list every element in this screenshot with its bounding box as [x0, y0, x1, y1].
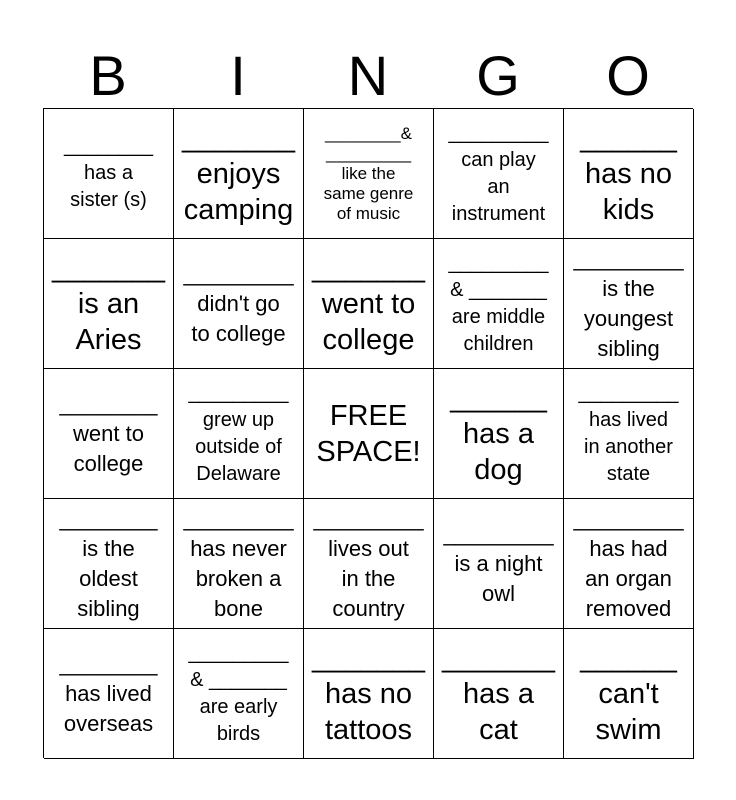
- cell-text: _________ is a night owl: [443, 520, 554, 606]
- bingo-cell[interactable]: [564, 629, 694, 759]
- cell-text: _________ can play an instrument: [448, 121, 549, 225]
- bingo-grid: [43, 108, 693, 758]
- free-space-cell[interactable]: [304, 369, 434, 499]
- cell-text: _______ has no tattoos: [312, 641, 425, 746]
- bingo-cell[interactable]: [434, 239, 564, 369]
- cell-text: _________ has had an organ removed: [573, 505, 684, 621]
- cell-text: _________ has lived in another state: [578, 381, 679, 485]
- bingo-cell[interactable]: [174, 369, 304, 499]
- bingo-cell[interactable]: [564, 369, 694, 499]
- bingo-cell[interactable]: [434, 109, 564, 239]
- bingo-cell[interactable]: [44, 239, 174, 369]
- bingo-cell[interactable]: [304, 499, 434, 629]
- bingo-cell[interactable]: [564, 499, 694, 629]
- bingo-cell[interactable]: [44, 369, 174, 499]
- bingo-header: [43, 44, 693, 108]
- header-letter-g: G: [476, 44, 520, 107]
- bingo-cell[interactable]: [434, 369, 564, 499]
- header-letter-b: B: [89, 44, 127, 107]
- bingo-cell[interactable]: [564, 109, 694, 239]
- cell-text: _________ didn't go to college: [183, 260, 294, 346]
- bingo-cell[interactable]: [44, 109, 174, 239]
- cell-text: _________ has never broken a bone: [183, 505, 294, 621]
- bingo-cell[interactable]: [44, 629, 174, 759]
- bingo-cell[interactable]: [174, 239, 304, 369]
- cell-text: ________ has lived overseas: [59, 650, 158, 736]
- bingo-cell[interactable]: [434, 499, 564, 629]
- cell-text: _________ lives out in the country: [313, 505, 424, 621]
- header-letter-i: I: [230, 44, 246, 107]
- cell-text: _________ grew up outside of Delaware: [188, 381, 289, 485]
- cell-text: ________& _________ like the same genre of music: [323, 123, 414, 223]
- cell-text: ______ can't swim: [580, 641, 677, 746]
- cell-text: ________ is the oldest sibling: [59, 505, 158, 621]
- bingo-cell[interactable]: [174, 499, 304, 629]
- cell-text: _______ enjoys camping: [182, 121, 295, 226]
- bingo-cell[interactable]: [434, 629, 564, 759]
- cell-text: _______ is an Aries: [52, 251, 165, 356]
- cell-text: _______ has a cat: [442, 641, 555, 746]
- cell-text: ________ went to college: [59, 390, 158, 476]
- bingo-cell[interactable]: [304, 629, 434, 759]
- free-space-text: FREE SPACE!: [316, 399, 421, 468]
- cell-text: ________ has a sister (s): [64, 135, 153, 211]
- bingo-cell[interactable]: [44, 499, 174, 629]
- cell-text: _________ & _______ are middle children: [448, 251, 549, 355]
- cell-text: ______ has a dog: [450, 381, 547, 486]
- cell-text: _______ went to college: [312, 251, 425, 356]
- cell-text: _________ & _______ are early birds: [188, 641, 289, 745]
- header-letter-o: O: [606, 44, 650, 107]
- bingo-cell[interactable]: [564, 239, 694, 369]
- bingo-cell[interactable]: [174, 629, 304, 759]
- bingo-cell[interactable]: [174, 109, 304, 239]
- header-letter-n: N: [347, 44, 389, 107]
- bingo-cell[interactable]: [304, 239, 434, 369]
- cell-text: _________ is the youngest sibling: [573, 245, 684, 361]
- bingo-cell[interactable]: [304, 109, 434, 239]
- cell-text: ______ has no kids: [580, 121, 677, 226]
